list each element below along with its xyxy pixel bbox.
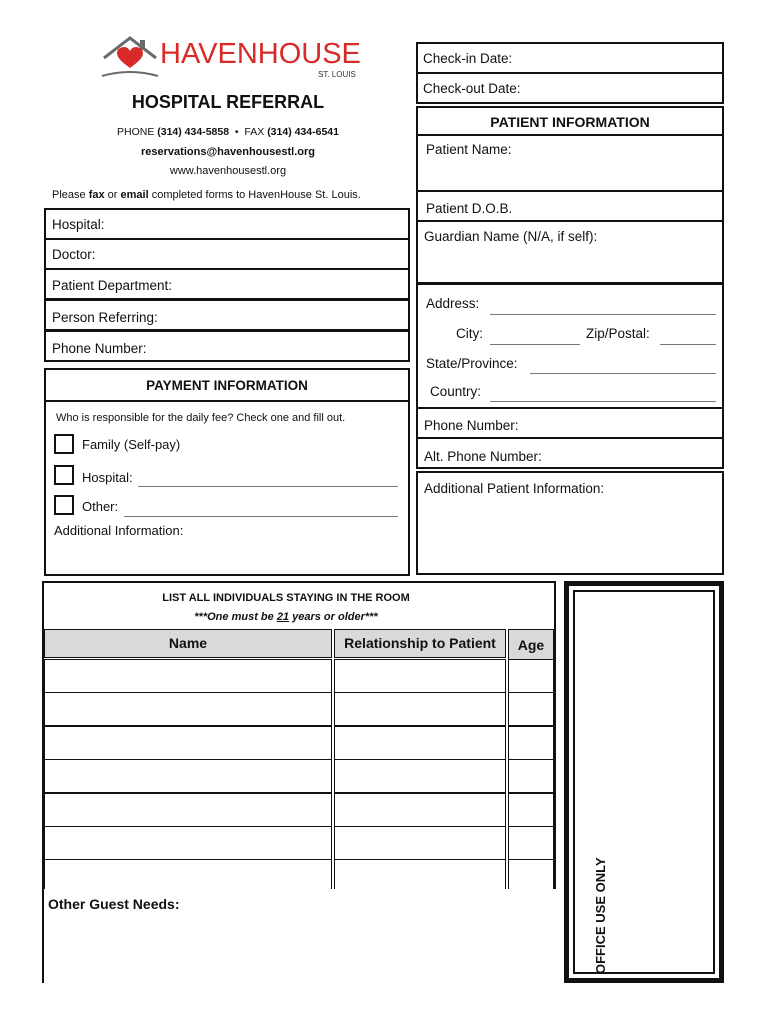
guest-name-cell[interactable]: [44, 759, 332, 793]
hospital-field[interactable]: [44, 208, 410, 240]
hospital-option-label: Hospital:: [82, 470, 133, 485]
room-subtitle-post: years or older***: [289, 611, 378, 623]
house-heart-icon: [100, 34, 160, 78]
hospital-label: Hospital:: [52, 217, 105, 232]
guardian-label: Guardian Name (N/A, if self):: [424, 229, 598, 244]
guest-name-cell[interactable]: [44, 793, 332, 827]
other-needs-label: Other Guest Needs:: [48, 896, 180, 912]
logo-city: ST. LOUIS: [318, 70, 356, 79]
guest-relationship-cell[interactable]: [334, 826, 506, 860]
instructions-fax: fax: [88, 189, 105, 201]
payment-additional-label: Additional Information:: [54, 523, 184, 538]
col-header-relationship: Relationship to Patient: [334, 629, 506, 658]
family-checkbox[interactable]: [54, 434, 74, 454]
contact-email: reservations@havenhousestl.org: [141, 146, 315, 158]
guest-relationship-cell[interactable]: [334, 859, 506, 890]
guest-name-cell[interactable]: [44, 826, 332, 860]
patient-name-field[interactable]: [416, 134, 724, 192]
doctor-field[interactable]: [44, 238, 410, 270]
office-use-box: [564, 581, 724, 983]
guest-relationship-cell[interactable]: [334, 726, 506, 760]
zip-line[interactable]: [660, 344, 716, 345]
zip-label: Zip/Postal:: [586, 326, 650, 341]
patient-phone-label: Phone Number:: [424, 418, 519, 433]
address-block: [416, 283, 724, 409]
instructions-text-1: Please: [52, 189, 89, 201]
payment-title: PAYMENT INFORMATION: [146, 378, 308, 393]
bullet: •: [231, 126, 242, 138]
fax-number: (314) 434-6541: [267, 126, 339, 138]
address-line[interactable]: [490, 314, 716, 315]
country-label: Country:: [430, 384, 482, 399]
doctor-label: Doctor:: [52, 247, 96, 262]
patient-dob-field[interactable]: [416, 190, 724, 222]
payment-title-divider: [46, 400, 408, 402]
room-title: LIST ALL INDIVIDUALS STAYING IN THE ROOM: [162, 592, 410, 604]
guest-age-cell[interactable]: [508, 859, 554, 890]
guest-name-cell[interactable]: [44, 726, 332, 760]
family-option-label: Family (Self-pay): [82, 437, 181, 452]
other-needs-field[interactable]: [44, 889, 556, 983]
fax-label: FAX: [244, 126, 265, 138]
patient-name-label: Patient Name:: [426, 142, 512, 157]
room-subtitle-pre: ***One must be: [194, 611, 277, 623]
patient-phone-field[interactable]: [416, 407, 724, 439]
department-label: Patient Department:: [52, 278, 173, 293]
instructions-text-2: or: [104, 189, 121, 201]
guest-age-cell[interactable]: [508, 659, 554, 693]
referral-phone-label: Phone Number:: [52, 341, 147, 356]
contact-website: www.havenhousestl.org: [169, 165, 287, 177]
guest-age-cell[interactable]: [508, 793, 554, 827]
guest-age-cell[interactable]: [508, 759, 554, 793]
alt-phone-field[interactable]: [416, 437, 724, 469]
room-subtitle-age: 21: [276, 611, 290, 623]
guest-name-cell[interactable]: [44, 859, 332, 890]
patient-additional-field[interactable]: [416, 471, 724, 575]
guest-relationship-cell[interactable]: [334, 793, 506, 827]
guest-relationship-cell[interactable]: [334, 692, 506, 726]
room-subtitle: [44, 611, 528, 623]
instructions-email: email: [120, 189, 149, 201]
referring-label: Person Referring:: [52, 310, 158, 325]
city-line[interactable]: [490, 344, 580, 345]
address-label: Address:: [426, 296, 480, 311]
other-option-label: Other:: [82, 499, 119, 514]
phone-number: (314) 434-5858: [157, 126, 230, 138]
patient-additional-label: Additional Patient Information:: [424, 481, 605, 496]
guest-name-cell[interactable]: [44, 659, 332, 693]
referring-field[interactable]: [44, 299, 410, 331]
patient-info-title: PATIENT INFORMATION: [490, 114, 650, 130]
state-label: State/Province:: [426, 356, 518, 371]
office-use-label: OFFICE USE ONLY: [593, 857, 608, 974]
logo-brand: HAVENHOUSE: [160, 38, 361, 70]
instructions-text-3: completed forms to HavenHouse St. Louis.: [148, 189, 361, 201]
hospital-option-line[interactable]: [138, 486, 398, 487]
contact-phone-fax: [48, 126, 408, 138]
checkin-field[interactable]: [416, 42, 724, 74]
alt-phone-label: Alt. Phone Number:: [424, 449, 542, 464]
guest-relationship-cell[interactable]: [334, 659, 506, 693]
payment-section: [44, 368, 410, 576]
hospital-checkbox[interactable]: [54, 465, 74, 485]
guest-age-cell[interactable]: [508, 726, 554, 760]
city-label: City:: [456, 326, 483, 341]
state-line[interactable]: [530, 373, 716, 374]
guest-relationship-cell[interactable]: [334, 759, 506, 793]
checkout-label: Check-out Date:: [423, 81, 521, 96]
guardian-field[interactable]: [416, 220, 724, 284]
phone-label: PHONE: [116, 126, 155, 138]
payment-question: Who is responsible for the daily fee? Check one and fill out.: [56, 412, 346, 424]
patient-dob-label: Patient D.O.B.: [426, 201, 513, 216]
guest-age-cell[interactable]: [508, 692, 554, 726]
other-checkbox[interactable]: [54, 495, 74, 515]
checkout-field[interactable]: [416, 72, 724, 104]
country-line[interactable]: [490, 401, 716, 402]
other-option-line[interactable]: [124, 516, 398, 517]
guest-age-cell[interactable]: [508, 826, 554, 860]
col-header-name: Name: [44, 629, 332, 658]
logo: [96, 34, 362, 84]
page-title: HOSPITAL REFERRAL: [131, 92, 325, 112]
department-field[interactable]: [44, 268, 410, 300]
col-header-age: Age: [508, 629, 554, 660]
patient-info-header: [416, 106, 724, 136]
instructions: [52, 189, 361, 201]
guest-name-cell[interactable]: [44, 692, 332, 726]
checkin-label: Check-in Date:: [423, 51, 513, 66]
referral-phone-field[interactable]: [44, 330, 410, 362]
